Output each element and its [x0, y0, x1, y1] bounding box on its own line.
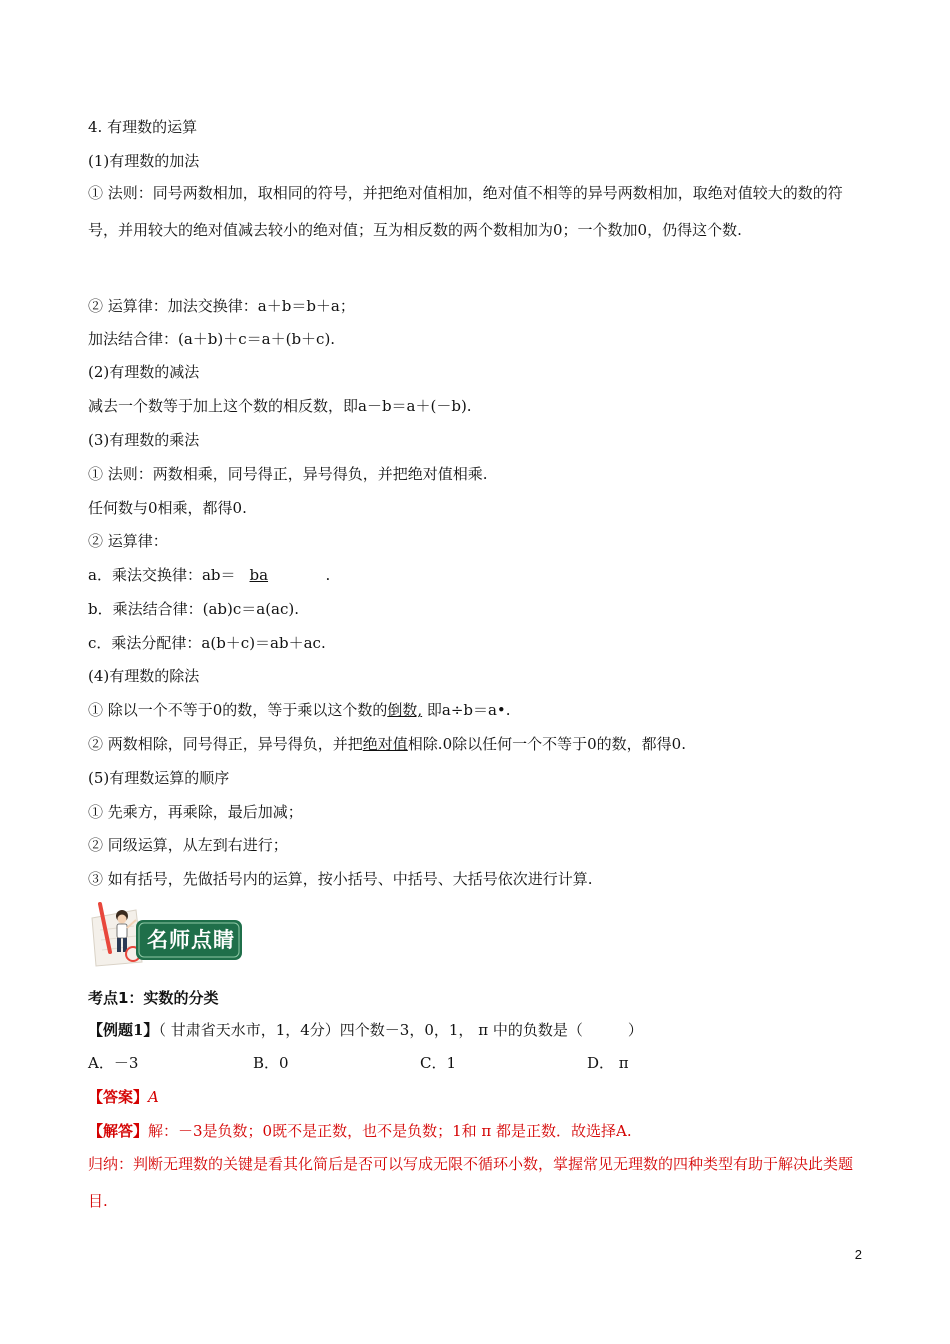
page-number: 2	[854, 1247, 862, 1262]
option-c: C．1	[420, 1054, 457, 1072]
topic-heading: 考点1：实数的分类	[88, 989, 219, 1007]
example-question-text: （ 甘肃省天水市，1，4分）四个数－3，0，1， π 中的负数是（ ）	[158, 1021, 643, 1039]
div-rule1-prefix: ① 除以一个不等于0的数，等于乘以这个数的	[88, 701, 388, 719]
order-step-1: ① 先乘方，再乘除，最后加减；	[88, 803, 303, 821]
option-d: D． π	[587, 1054, 629, 1072]
option-b: B．0	[253, 1054, 289, 1072]
example-question	[88, 1020, 643, 1040]
order-title: (5)有理数运算的顺序	[88, 769, 230, 787]
div-rule2-prefix: ② 两数相除，同号得正，异号得负，并把	[88, 735, 363, 753]
teacher-tips-banner	[86, 900, 246, 970]
order-step-2: ② 同级运算，从左到右进行；	[88, 836, 288, 854]
mul-comm-prefix: a．乘法交换律：ab＝	[88, 566, 236, 584]
addition-associative-law: 加法结合律：(a＋b)＋c＝a＋(b＋c).	[88, 330, 336, 348]
answer-line	[88, 1087, 159, 1107]
multiplication-zero: 任何数与0相乘，都得0.	[88, 499, 247, 517]
multiplication-associative-law: b．乘法结合律：(ab)c＝a(ac).	[88, 600, 300, 618]
subtraction-title: (2)有理数的减法	[88, 363, 200, 381]
solution-label: 【解答】	[88, 1122, 149, 1140]
banner-title: 名师点睛	[147, 928, 235, 952]
multiplication-laws: ② 运算律：	[88, 532, 168, 550]
multiplication-distributive-law: c．乘法分配律：a(b＋c)＝ab＋ac.	[88, 634, 326, 652]
answer-value: A	[148, 1088, 159, 1106]
option-a: A．－3	[88, 1054, 139, 1072]
summary-text: 归纳：判断无理数的关键是看其化简后是否可以写成无限不循环小数，掌握常见无理数的四种类型有助于解决此类题目.	[88, 1155, 854, 1210]
addition-commutative-law: ② 运算律：加法交换律：a＋b＝b＋a；	[88, 297, 355, 315]
example-label: 【例题1】	[88, 1021, 159, 1039]
div-rule1-suffix: 即a÷b＝a•.	[422, 701, 511, 719]
div-rule2-suffix: 相除.0除以任何一个不等于0的数，都得0.	[407, 735, 686, 753]
division-rule-1	[88, 700, 511, 720]
mul-comm-answer-blank: ba	[249, 566, 269, 584]
solution-text: 解：－3是负数；0既不是正数，也不是负数；1和 π 都是正数．故选择A.	[148, 1122, 632, 1140]
div-rule2-underlined: 绝对值	[362, 735, 408, 753]
order-step-3: ③ 如有括号，先做括号内的运算，按小括号、中括号、大括号依次进行计算.	[88, 870, 593, 888]
subtraction-rule: 减去一个数等于加上这个数的相反数，即a－b＝a＋(－b).	[88, 397, 472, 415]
division-title: (4)有理数的除法	[88, 667, 200, 685]
division-rule-2	[88, 734, 686, 754]
div-rule1-underlined: 倒数,	[387, 701, 423, 719]
multiplication-title: (3)有理数的乘法	[88, 431, 200, 449]
solution-line	[88, 1121, 632, 1141]
mul-comm-suffix: .	[325, 566, 331, 584]
answer-label: 【答案】	[88, 1088, 149, 1106]
addition-title: (1)有理数的加法	[88, 152, 200, 170]
multiplication-rule: ① 法则：两数相乘，同号得正，异号得负，并把绝对值相乘.	[88, 465, 488, 483]
multiplication-commutative-law	[88, 565, 330, 585]
section-heading: 4. 有理数的运算	[88, 118, 198, 136]
addition-rule: ① 法则：同号两数相加，取相同的符号，并把绝对值相加，绝对值不相等的异号两数相加，取绝对值较大的数的符号，并用较大的绝对值减去较小的绝对值；互为相反数的两个数相加为0；一个数加0，仍得这个数.	[88, 184, 843, 239]
